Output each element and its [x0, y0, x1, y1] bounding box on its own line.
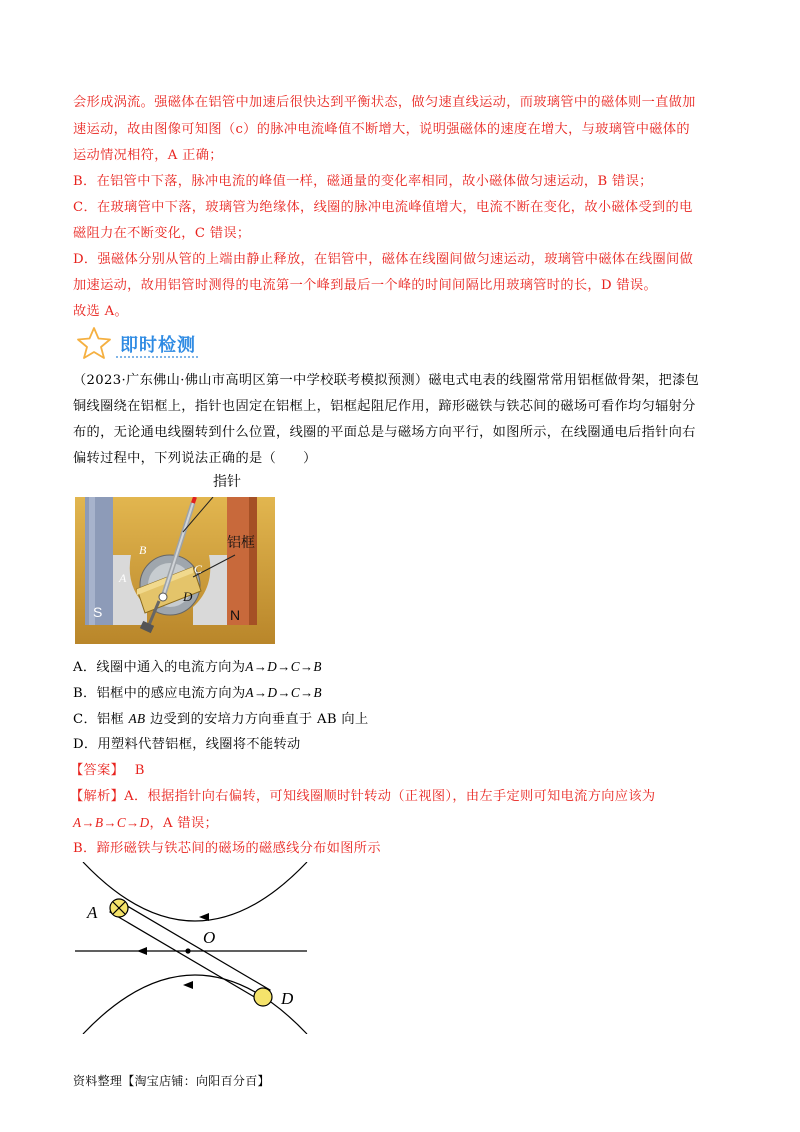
pole-n-label: N — [230, 607, 241, 623]
option-sequence: AB — [128, 711, 146, 726]
question-stem-line: 布的，无论通电线圈转到什么位置，线圈的平面总是与磁场方向平行，如图所示，在线圈通电后指针向右 — [73, 425, 696, 440]
analysis-text-line: 磁阻力在不断变化，C 错误； — [73, 226, 251, 241]
option-text: 用塑料代替铝框，线圈将不能转动 — [97, 737, 301, 752]
pointer-callout-label: 指针 — [213, 474, 241, 490]
field-line-diagram — [75, 862, 315, 1034]
answer-line — [70, 763, 730, 779]
frame-point-c: C — [194, 562, 203, 576]
option-c[interactable] — [73, 711, 730, 728]
analysis-text-line: 速运动，故由图像可知图（c）的脉冲电流峰值不断增大，说明强磁体的速度在增大，与玻璃管中磁体的 — [73, 122, 690, 137]
answer-value: B — [134, 763, 145, 778]
option-b[interactable] — [73, 685, 730, 702]
option-letter: C． — [73, 712, 97, 727]
analysis-label: 【解析】 — [70, 789, 125, 804]
option-text: 线圈中通入的电流方向为 — [96, 660, 246, 675]
question-stem-line: （2023·广东佛山·佛山市高明区第一中学校联考模拟预测）磁电式电表的线圈常常用铝框做骨架，把漆包 — [73, 373, 700, 388]
analysis-sequence: A→B→C→D — [73, 815, 150, 830]
analysis-text: A．根据指针向右偏转，可知线圈顺时针转动（正视图），由左手定则可知电流方向应该为 — [124, 789, 656, 804]
star-icon — [76, 326, 112, 360]
frame-point-b: B — [139, 543, 147, 557]
analysis-text-line: 会形成涡流。强磁体在铝管中加速后很快达到平衡状态，做匀速直线运动，而玻璃管中的磁体则一直做加 — [73, 95, 696, 110]
option-letter: D． — [73, 737, 98, 752]
option-sequence: A→D→C→B — [245, 685, 322, 700]
option-text: 铝框中的感应电流方向为 — [96, 686, 246, 701]
option-d[interactable] — [73, 737, 730, 753]
section-title: 即时检测 — [120, 335, 196, 356]
frame-point-d: D — [183, 589, 193, 604]
analysis-text-line: D．强磁体分别从管的上端由静止释放，在铝管中，磁体在线圈间做匀速运动，玻璃管中磁体在线圈间做 — [73, 252, 694, 267]
question-stem-line: 偏转过程中，下列说法正确的是（ ） — [73, 451, 317, 466]
pole-s-label: S — [93, 604, 103, 620]
analysis-text-line: C．在玻璃管中下落，玻璃管为绝缘体，线圈的脉冲电流峰值增大，电流不断在变化，故小磁体受到的电 — [73, 200, 693, 215]
galvanometer-figure — [75, 497, 275, 644]
option-letter: B． — [73, 686, 97, 701]
analysis-line — [70, 789, 730, 805]
diagram-label-d: D — [281, 989, 294, 1008]
diagram-label-o: O — [203, 928, 216, 947]
analysis-conclusion: 故选 A。 — [73, 304, 129, 319]
analysis-text-line: 运动情况相符，A 正确； — [73, 148, 223, 163]
option-a[interactable] — [73, 659, 730, 676]
option-letter: A． — [73, 660, 97, 675]
analysis-text: ，A 错误； — [149, 816, 219, 831]
analysis-text-line: 加速运动，故用铝管时测得的电流第一个峰到最后一个峰的时间间隔比用玻璃管时的长，D 错误。 — [73, 278, 658, 293]
frame-point-a: A — [119, 571, 127, 585]
question-stem-line: 铜线圈绕在铝框上，指针也固定在铝框上，铝框起阻尼作用，蹄形磁铁与铁芯间的磁场可看作均匀辐射分 — [73, 399, 696, 414]
option-sequence: A→D→C→B — [245, 659, 322, 674]
analysis-text-line: B．在铝管中下落，脉冲电流的峰值一样，磁通量的变化率相同，故小磁体做匀速运动，B 错误； — [73, 174, 653, 189]
diagram-label-a: A — [87, 903, 98, 922]
analysis-line — [73, 815, 730, 832]
analysis-line: B．蹄形磁铁与铁芯间的磁场的磁感线分布如图所示 — [73, 841, 381, 856]
answer-label: 【答案】 — [70, 763, 125, 778]
option-text-tail: 边受到的安培力方向垂直于 AB 向上 — [145, 712, 369, 727]
frame-callout-label: 铝框 — [227, 535, 255, 551]
footer-source: 资料整理【淘宝店铺：向阳百分百】 — [73, 1074, 270, 1088]
section-underline — [116, 356, 198, 358]
option-text: 铝框 — [96, 712, 129, 727]
